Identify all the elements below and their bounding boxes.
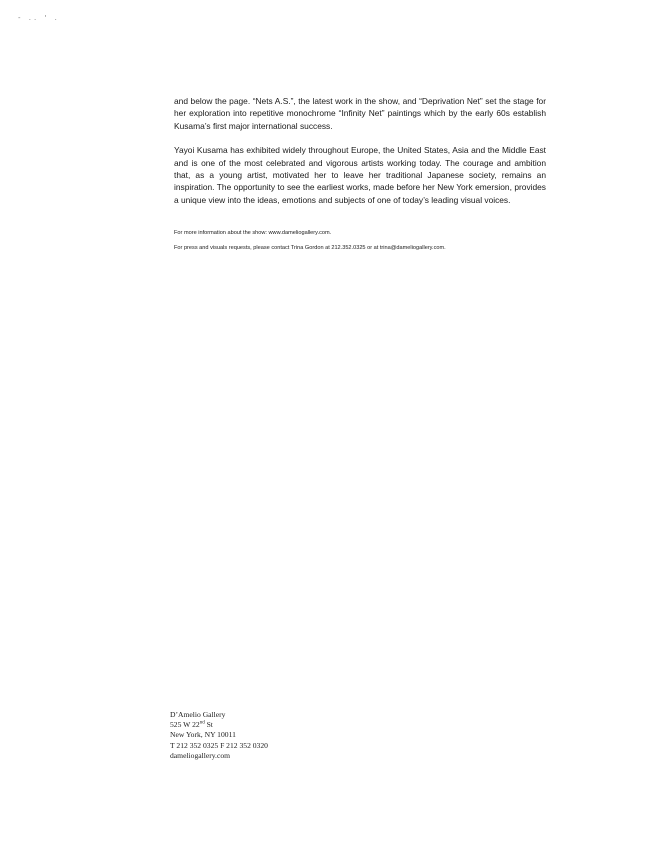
press-release-body — [174, 95, 546, 218]
street-name-end: St — [204, 720, 213, 730]
paragraph-kusama-bio: Yayoi Kusama has exhibited widely throughout Europe, the United States, Asia and the Middle East and is one of the most celebrated and vigorous artists working today. The courage and ambition that, as a young artist, motivated her to leave her traditional Japanese society, remains an inspiration. The opportunity to see the earliest works, made before her New York emersion, provides a unique view into the ideas, emotions and subjects of one of today’s leading visual voices. — [174, 145, 546, 205]
gallery-website: dameliogallery.com — [170, 750, 231, 760]
gallery-address-block — [170, 710, 268, 761]
scan-marks: - .. ' . — [18, 14, 60, 22]
gallery-phone-fax: T 212 352 0325 F 212 352 0320 — [170, 740, 268, 750]
contact-info — [174, 230, 574, 260]
gallery-city: New York, NY 10011 — [170, 730, 236, 740]
gallery-name: D’Amelio Gallery — [170, 710, 226, 719]
paragraph-nets-works: and below the page. “Nets A.S.”, the latest work in the show, and “Deprivation Net” set the stage for her exploration into repetitive monochrome “Infinity Net” paintings which by the early 60s establish Kusama’s first major international success. — [174, 96, 546, 131]
press-contact-line: For press and visuals requests, please contact Trina Gordon at 212.352.0325 or at trina@dameliogallery.com. — [174, 245, 446, 251]
street-ordinal-suffix: nd — [199, 720, 205, 726]
more-info-line: For more information about the show: www.dameliogallery.com. — [174, 230, 332, 236]
gallery-street — [170, 720, 268, 730]
street-number: 525 W 22 — [170, 720, 200, 730]
